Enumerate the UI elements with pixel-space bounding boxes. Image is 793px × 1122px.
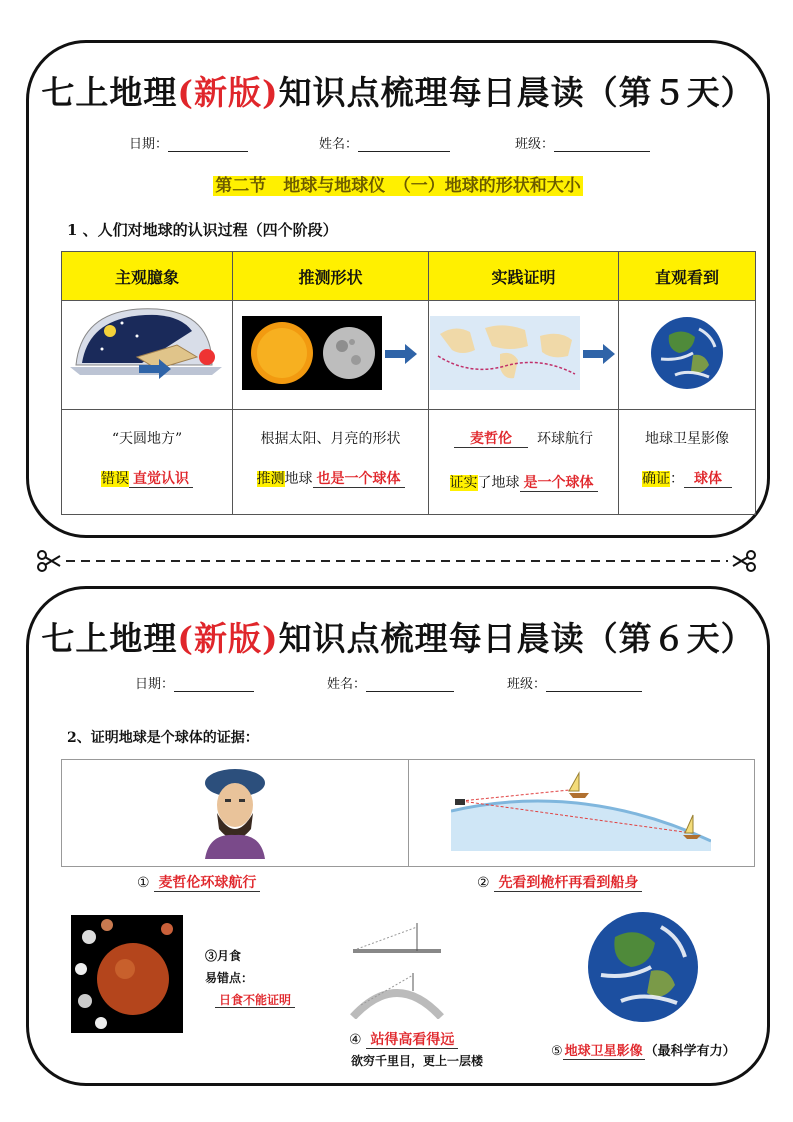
evidence-3-note: 易错点： xyxy=(205,971,254,985)
stage-header-3: 实践证明 xyxy=(429,252,619,301)
day5-title: 七上地理(新版)知识点梳理每日晨读（第５天） xyxy=(41,73,755,112)
section-heading: 第二节 地球与地球仪 （一）地球的形状和大小 xyxy=(215,176,581,196)
day5-name: 姓名： xyxy=(319,133,450,152)
world-route-map-image xyxy=(429,301,619,410)
stage-header-4: 直观看到 xyxy=(619,252,756,301)
stage-text-1: “天圆地方” 错误 直觉认识 xyxy=(62,410,233,515)
stage-text-3: 麦哲伦 环球航行 证实了地球 是一个球体 xyxy=(429,410,619,515)
evidence-table xyxy=(61,759,755,867)
earth-image xyxy=(619,301,756,410)
day5-class: 班级： xyxy=(515,133,650,152)
evidence-3-answer: 日食不能证明 xyxy=(215,991,295,1008)
evidence-1-caption: ① 麦哲伦环球航行 xyxy=(137,872,260,892)
dome-sky-image xyxy=(62,301,233,410)
scissors-icon-right xyxy=(733,551,755,571)
lunar-eclipse-image xyxy=(71,915,183,1037)
sun-moon-image xyxy=(233,301,429,410)
evidence-4-caption: ④ 站得高看得远 xyxy=(349,1029,458,1049)
day5-card xyxy=(26,40,770,538)
ship-horizon-image xyxy=(408,760,755,867)
stages-table xyxy=(61,251,756,515)
stand-high-diagram xyxy=(347,919,447,1023)
day6-card xyxy=(26,586,770,1086)
day5-date: 日期： xyxy=(129,133,248,152)
day6-class: 班级： xyxy=(507,673,642,692)
magellan-portrait-image xyxy=(62,760,409,867)
evidence-4-poem: 欲穷千里目，更上一层楼 xyxy=(351,1054,484,1068)
stage-text-4: 地球卫星影像 确证： 球体 xyxy=(619,410,756,515)
evidence-2-caption: ② 先看到桅杆再看到船身 xyxy=(477,872,642,892)
question-1: 1 、人们对地球的认识过程（四个阶段） xyxy=(67,221,338,239)
evidence-5-caption: ⑤ 地球卫星影像 （最科学有力） xyxy=(551,1044,736,1059)
question-2: 2、证明地球是个球体的证据： xyxy=(67,730,259,746)
stage-header-2: 推测形状 xyxy=(233,252,429,301)
stage-header-1: 主观臆象 xyxy=(62,252,233,301)
day6-name: 姓名： xyxy=(327,673,454,692)
scissors-icon-left xyxy=(38,551,60,571)
day6-title: 七上地理(新版)知识点梳理每日晨读（第６天） xyxy=(41,619,755,658)
evidence-3-title: ③月食 xyxy=(205,949,242,963)
cut-line xyxy=(0,549,793,573)
earth-satellite-image xyxy=(585,909,701,1029)
stage-text-2: 根据太阳、月亮的形状 推测地球 也是一个球体 xyxy=(233,410,429,515)
day6-date: 日期： xyxy=(135,673,254,692)
